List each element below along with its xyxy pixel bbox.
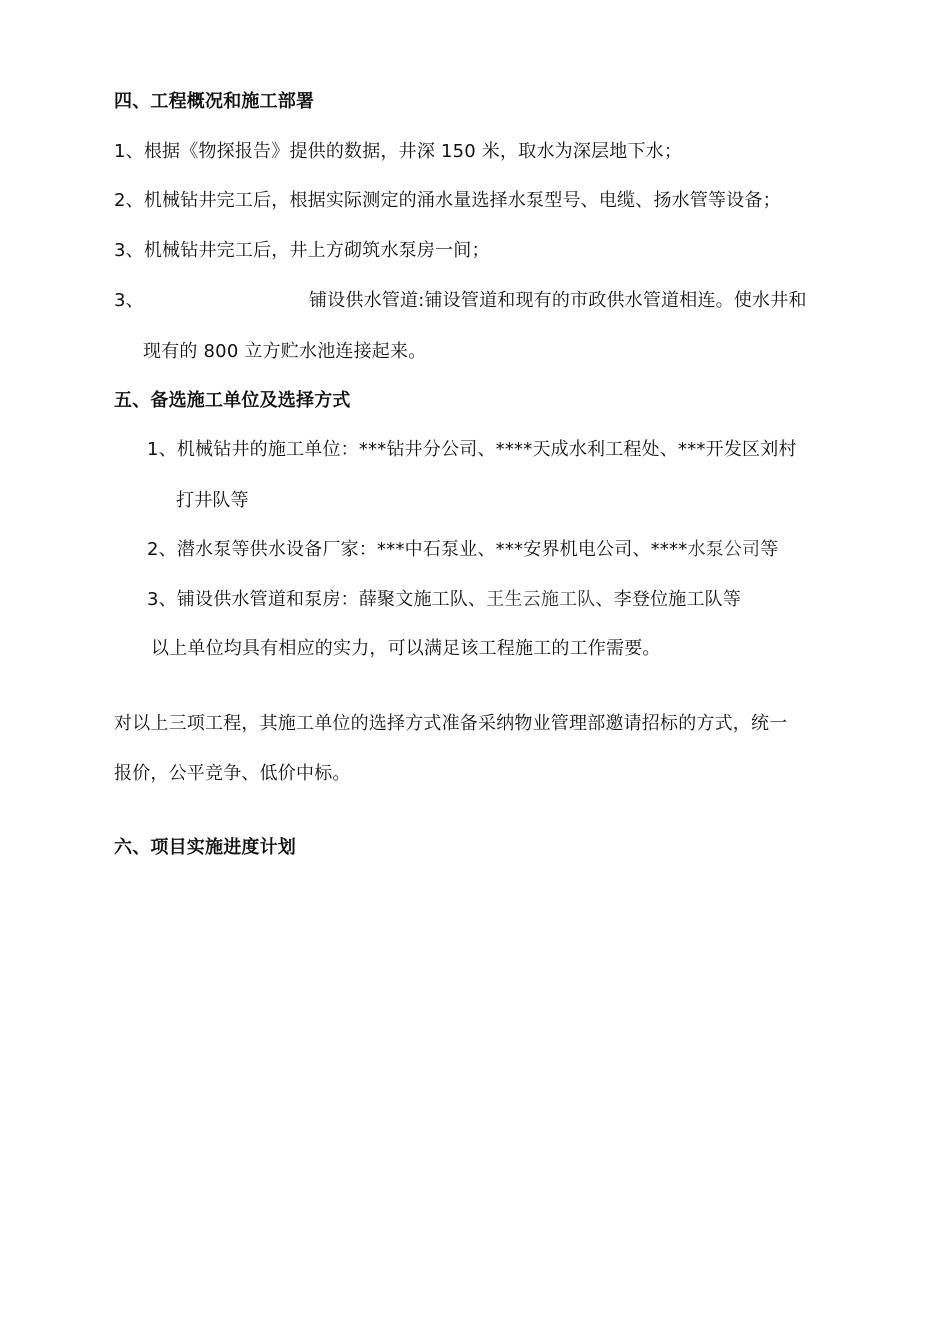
section-5-paragraph: 对以上三项工程，其施工单位的选择方式准备采纳物业管理部邀请招标的方式，统一 — [114, 713, 788, 734]
section-5-paragraph-continuation: 报价，公平竞争、低价中标。 — [114, 763, 351, 784]
section-6-heading: 六、项目实施进度计划 — [114, 837, 296, 858]
section-5-note: 以上单位均具有相应的实力，可以满足该工程施工的工作需要。 — [151, 638, 661, 659]
section-5-item-3-part-a: 3、铺设供水管道和泵房：薛聚文施工队、 — [147, 589, 487, 610]
section-5-item-2 — [147, 538, 778, 562]
section-4-item-4-text: 铺设供水管道:铺设管道和现有的市政供水管道相连。使水井和 — [309, 290, 807, 311]
section-4-item-4-continuation: 现有的 800 立方贮水池连接起来。 — [143, 341, 427, 362]
section-4-item-2: 2、机械钻井完工后，根据实际测定的涌水量选择水泵型号、电缆、扬水管等设备； — [114, 190, 781, 211]
section-4-item-4-number: 3、 — [114, 290, 144, 311]
section-5-item-3-part-c: 、李登位施工队等 — [595, 589, 742, 610]
section-5-item-2-part-a: 2、潜水泵等供水设备厂家：***中石泵业、***安界机电公司、**** — [147, 539, 688, 560]
section-5-heading: 五、备选施工单位及选择方式 — [114, 390, 351, 411]
section-5-item-1: 1、机械钻井的施工单位：***钻井分公司、****天成水利工程处、***开发区刘村 — [147, 439, 797, 460]
section-5-item-1-continuation: 打井队等 — [176, 490, 249, 511]
section-5-item-3 — [147, 588, 741, 612]
section-5-item-3-part-b: 王生云施工队 — [486, 589, 596, 610]
section-4-heading: 四、工程概况和施工部署 — [114, 91, 315, 112]
section-4-item-1: 1、根据《物探报告》提供的数据，井深 150 米，取水为深层地下水； — [114, 141, 683, 162]
section-5-item-2-part-c: 等 — [760, 539, 779, 560]
section-4-item-3: 3、机械钻井完工后，井上方砌筑水泵房一间； — [114, 240, 490, 261]
section-5-item-2-part-b: 水泵公司 — [687, 539, 761, 560]
